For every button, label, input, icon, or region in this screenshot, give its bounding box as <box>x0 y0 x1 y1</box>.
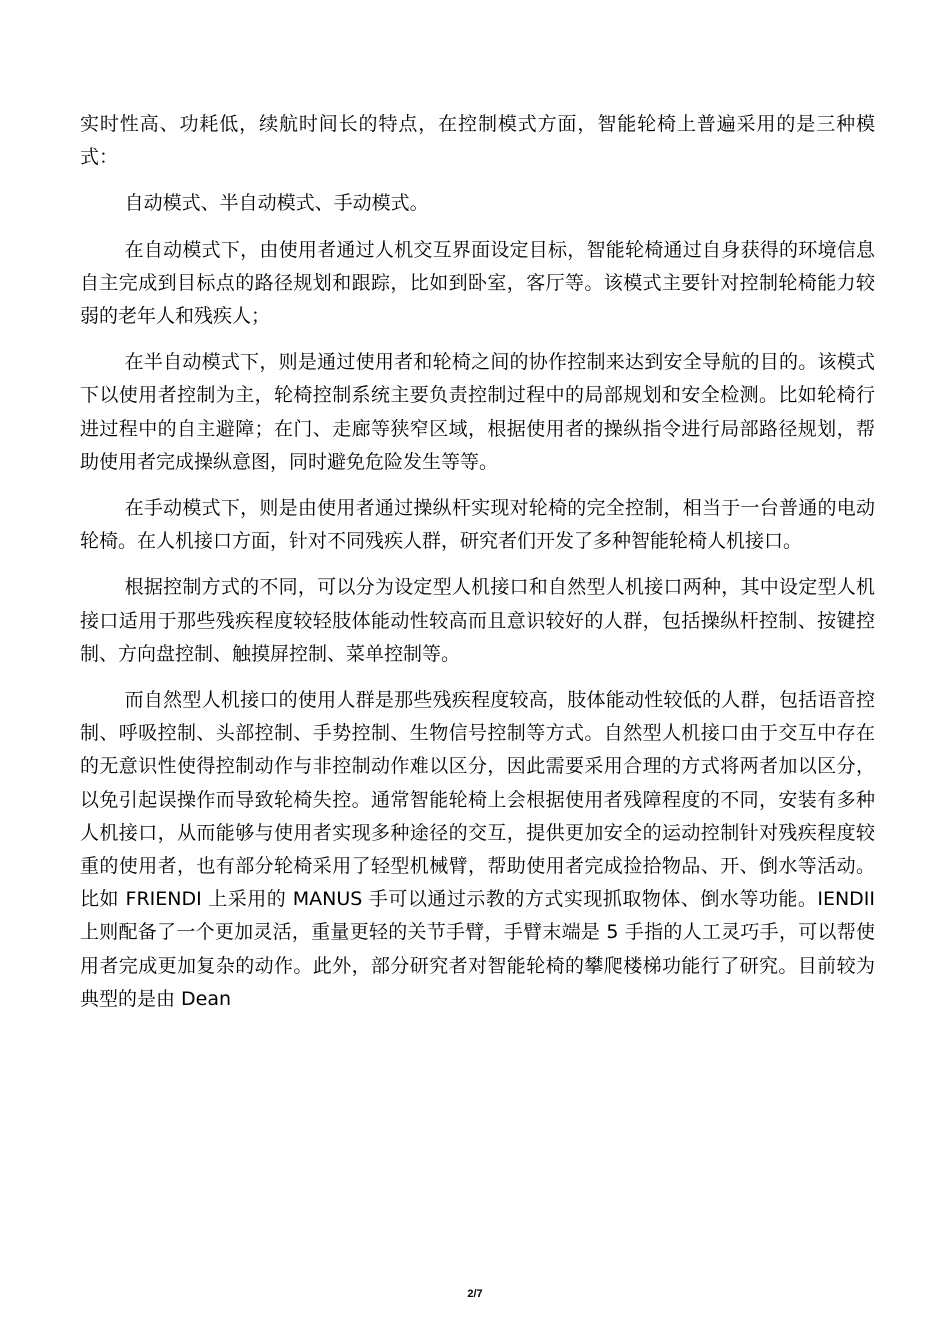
paragraph-7: 而自然型人机接口的使用人群是那些残疾程度较高，肢体能动性较低的人群，包括语音控制、呼吸控制、头部控制、手势控制、生物信号控制等方式。自然型人机接口由于交互中存在的无意识性使得控制动作与非控制动作难以区分，因此需要采用合理的方式将两者加以区分，以免引起误操作而导致轮椅失控。通常智能轮椅上会根据使用者残障程度的不同，安装有多种人机接口，从而能够与使用者实现多种途径的交互，提供更加安全的运动控制针对残疾程度较重的使用者，也有部分轮椅采用了轻型机械臂，帮助使用者完成捡拾物品、开、倒水等活动。比如 FRIENDI 上采用的 MANUS 手可以通过示教的方式实现抓取物体、倒水等功能。IENDII 上则配备了一个更加灵活，重量更轻的关节手臂，手臂末端是 5 手指的人工灵巧手，可以帮使用者完成更加复杂的动作。此外，部分研究者对智能轮椅的攀爬楼梯功能行了研究。目前较为典型的是由 Dean <box>80 689 875 1010</box>
paragraph-4: 在半自动模式下，则是通过使用者和轮椅之间的协作控制来达到安全导航的目的。该模式下以使用者控制为主，轮椅控制系统主要负责控制过程中的局部规划和安全检测。比如轮椅行进过程中的自主避障；在门、走廊等狭窄区域，根据使用者的操纵指令进行局部路径规划，帮助使用者完成操纵意图，同时避免危险发生等等。 <box>80 351 875 473</box>
paragraph-3: 在自动模式下，由使用者通过人机交互界面设定目标，智能轮椅通过自身获得的环境信息自主完成到目标点的路径规划和跟踪，比如到卧室，客厅等。该模式主要针对控制轮椅能力较弱的老年人和残疾人； <box>80 238 875 328</box>
document-body <box>80 108 875 1029</box>
page-number: 2/7 <box>467 1288 483 1300</box>
paragraph-1: 实时性高、功耗低，续航时间长的特点，在控制模式方面，智能轮椅上普遍采用的是三种模式： <box>80 113 875 169</box>
paragraph-2: 自动模式、半自动模式、手动模式。 <box>124 192 429 215</box>
paragraph-6: 根据控制方式的不同，可以分为设定型人机接口和自然型人机接口两种，其中设定型人机接口适用于那些残疾程度较轻肢体能动性较高而且意识较好的人群，包括操纵杆控制、按键控制、方向盘控制、触摸屏控制、菜单控制等。 <box>80 576 875 665</box>
paragraph-5: 在手动模式下，则是由使用者通过操纵杆实现对轮椅的完全控制，相当于一台普通的电动轮椅。在人机接口方面，针对不同残疾人群，研究者们开发了多种智能轮椅人机接口。 <box>80 497 875 553</box>
